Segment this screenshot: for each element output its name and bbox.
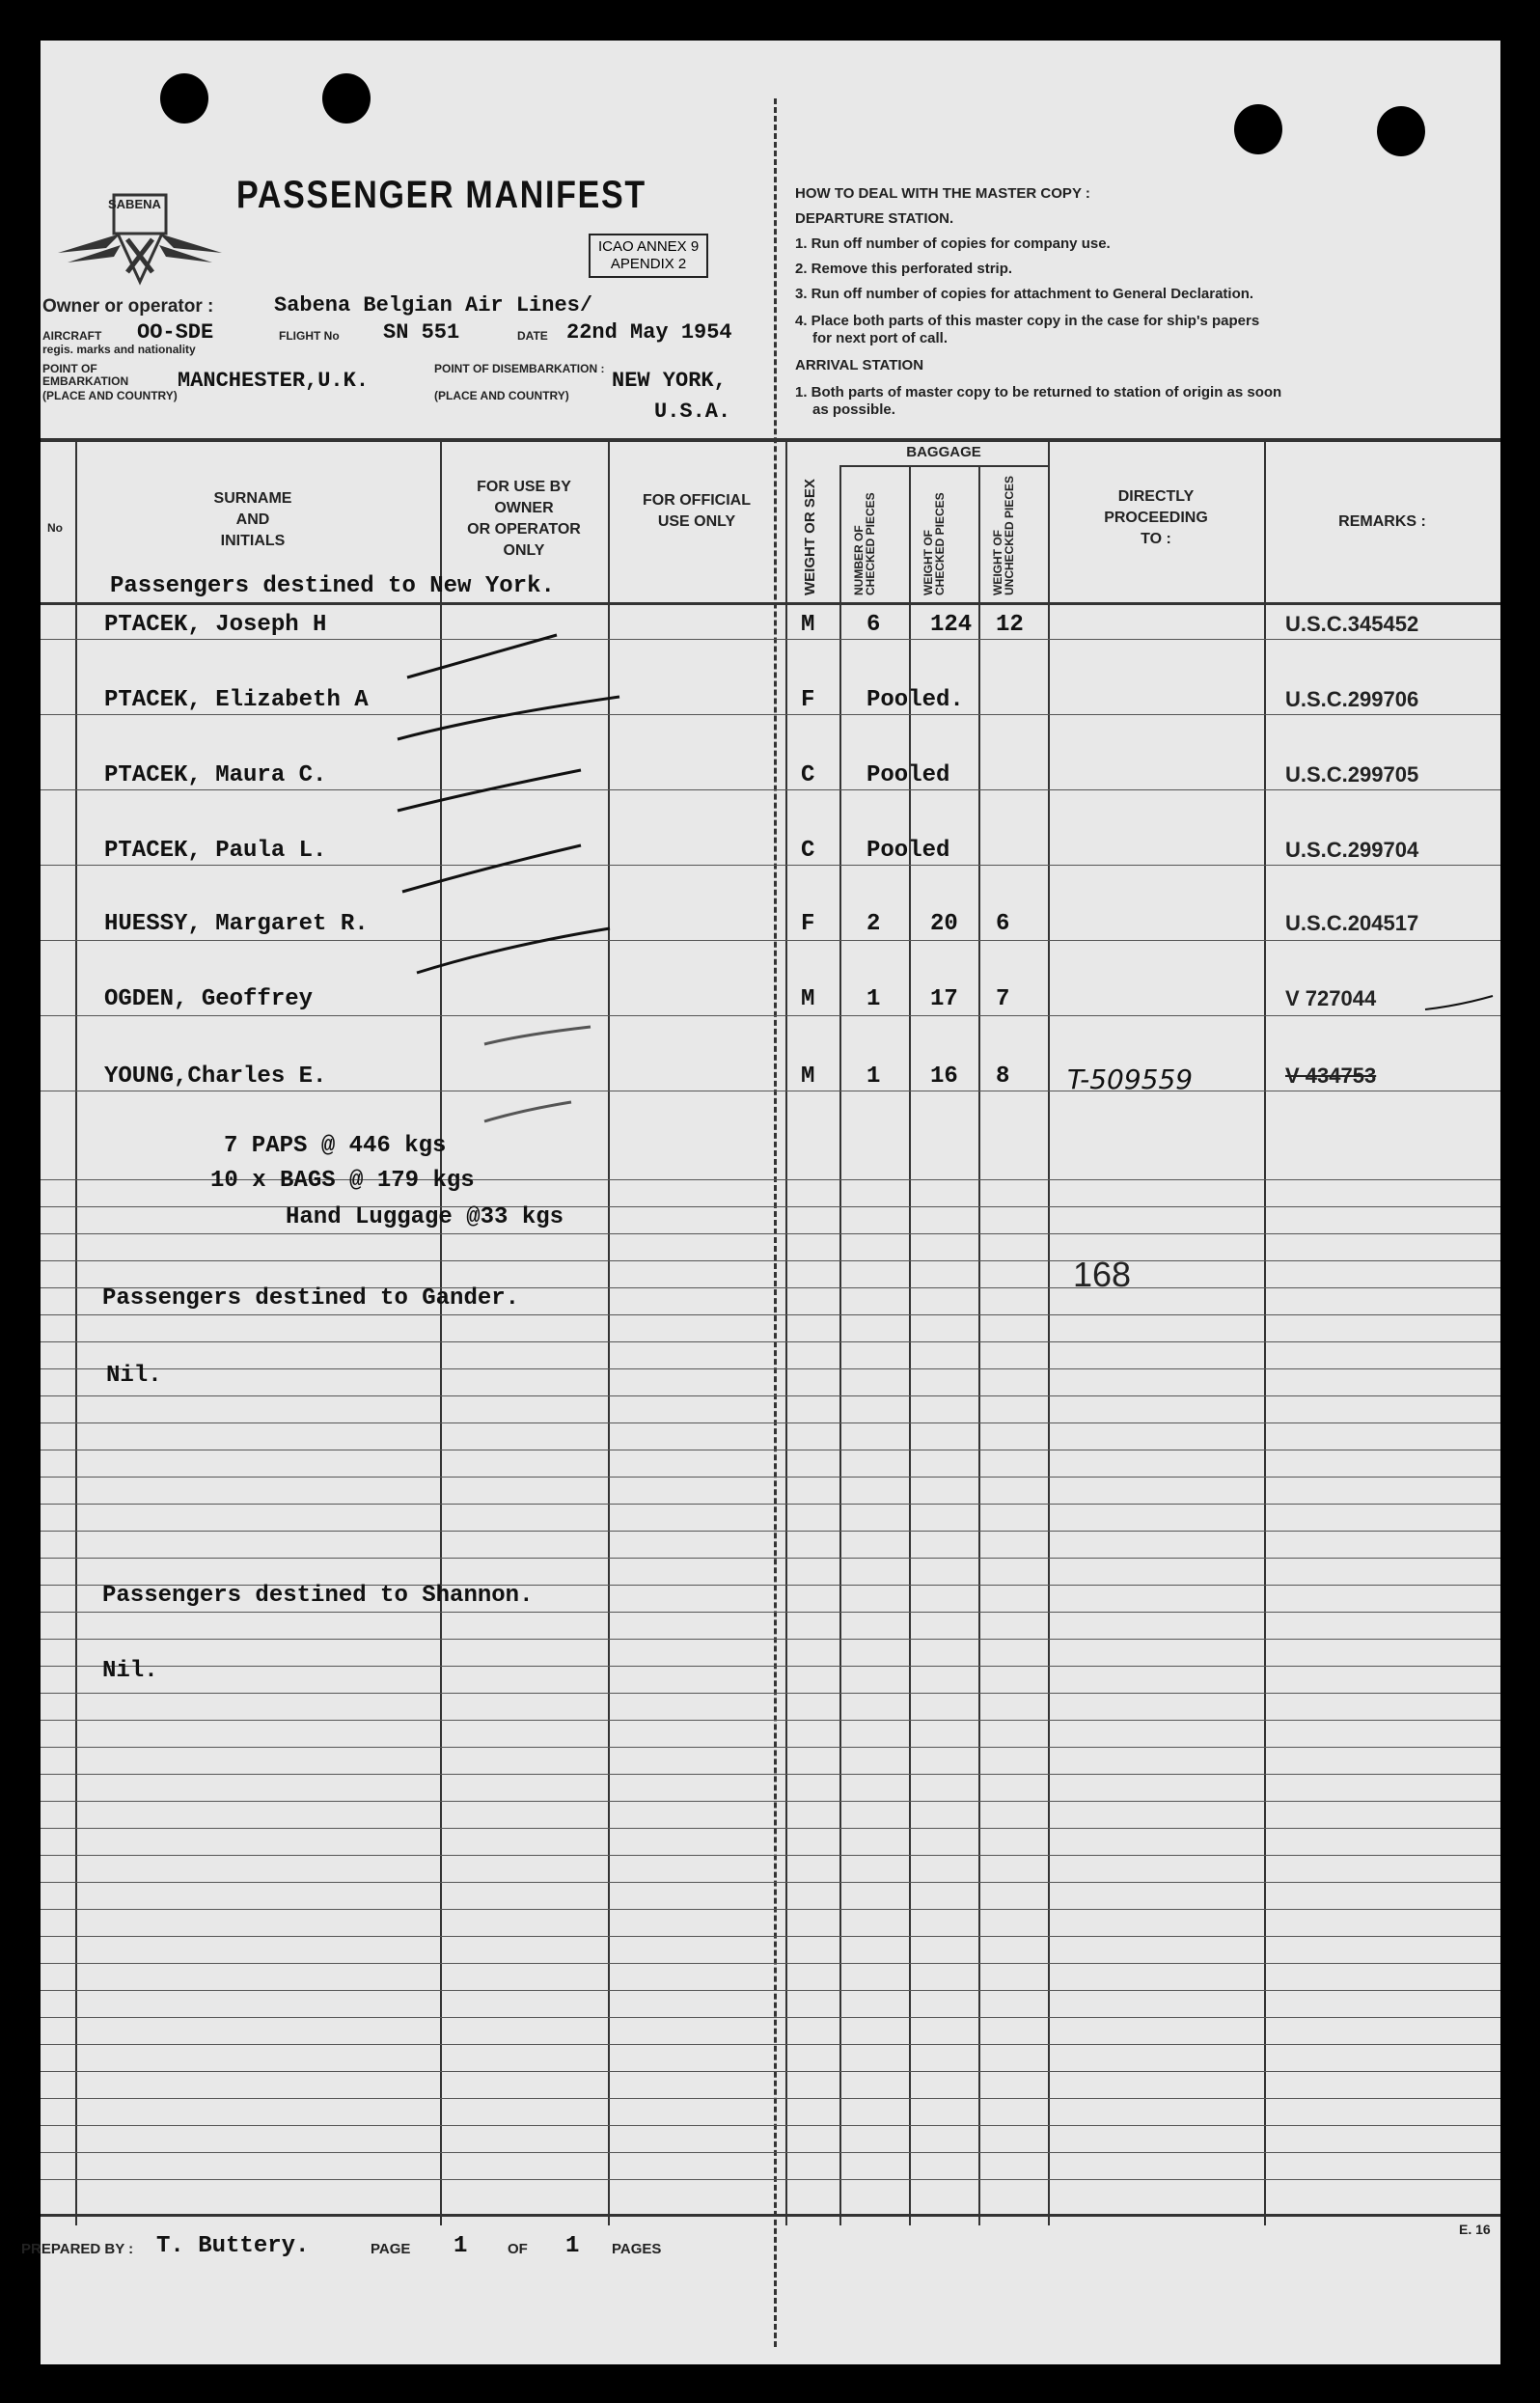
ruled-line (41, 1666, 1500, 1667)
passenger-remarks: V 727044 (1285, 986, 1377, 1010)
section-shannon: Passengers destined to Shannon. (102, 1583, 534, 1609)
flight-value: SN 551 (383, 320, 460, 345)
table-top-rule (41, 438, 1500, 442)
punch-hole (1377, 106, 1425, 156)
passenger-remarks: U.S.C.204517 (1285, 911, 1419, 935)
baggage-weight-checked: 20 (930, 911, 958, 937)
ruled-line (41, 940, 1500, 941)
col-header-no: No (47, 521, 63, 535)
ruled-line (41, 1477, 1500, 1478)
disembark-label: POINT OF DISEMBARKATION : (434, 362, 605, 375)
arrival-item: 1. Both parts of master copy to be returned to station of origin as soon (795, 384, 1282, 400)
ruled-line (41, 1206, 1500, 1207)
ruled-line (41, 2125, 1500, 2126)
ruled-line (41, 1015, 1500, 1016)
col-divider (1048, 440, 1050, 2225)
passenger-sex: C (801, 762, 815, 788)
section-gander: Passengers destined to Gander. (102, 1285, 520, 1312)
of-value: 1 (565, 2233, 580, 2259)
passenger-name: PTACEK, Paula L. (104, 838, 327, 864)
passenger-sex: F (801, 687, 815, 713)
col-header-weight-sex: WEIGHT OR SEX (802, 479, 818, 595)
passenger-remarks: U.S.C.299704 (1285, 838, 1419, 862)
ruled-line (41, 1639, 1500, 1640)
ruled-line (41, 1990, 1500, 1991)
passenger-remarks: U.S.C.299705 (1285, 762, 1419, 787)
gander-nil: Nil. (106, 1363, 162, 1389)
passenger-remarks: U.S.C.299706 (1285, 687, 1419, 711)
instruction-item: 3. Run off number of copies for attachment to General Declaration. (795, 286, 1254, 302)
ruled-line (41, 1531, 1500, 1532)
punch-hole (160, 73, 208, 124)
section-new-york: Passengers destined to New York. (110, 573, 555, 599)
col-header-num-checked: NUMBER OF CHECKED PIECES (852, 492, 877, 595)
totals-bags: 10 x BAGS @ 179 kgs (210, 1168, 475, 1194)
owner-value: Sabena Belgian Air Lines/ (274, 293, 593, 318)
baggage-pieces: 1 (866, 986, 881, 1012)
icao-line-2: APENDIX 2 (610, 256, 687, 272)
col-divider (909, 465, 911, 2225)
disembark-value-country: U.S.A. (654, 400, 731, 424)
passenger-name: OGDEN, Geoffrey (104, 986, 314, 1012)
embark-sub: (PLACE AND COUNTRY) (42, 389, 178, 402)
ruled-line (41, 1963, 1500, 1964)
owner-label: Owner or operator : (42, 296, 214, 317)
baggage-weight-checked: 124 (930, 612, 973, 638)
passenger-name: PTACEK, Maura C. (104, 762, 327, 788)
flight-label: FLIGHT No (279, 329, 340, 343)
shannon-nil: Nil. (102, 1658, 158, 1684)
totals-figure: 168 (1073, 1255, 1132, 1294)
ruled-line (41, 2017, 1500, 2018)
ruled-line (41, 2044, 1500, 2045)
ruled-line (41, 2152, 1500, 2153)
date-value: 22nd May 1954 (566, 320, 732, 345)
passenger-sex: M (801, 986, 815, 1012)
passenger-sex: F (801, 911, 815, 937)
ruled-line (41, 1801, 1500, 1802)
manifest-sheet (21, 41, 1500, 2364)
disembark-sub: (PLACE AND COUNTRY) (434, 389, 569, 402)
col-divider (839, 465, 841, 2225)
punch-hole (322, 73, 371, 124)
baggage-weight-unchecked: 7 (996, 986, 1010, 1012)
pages-label: PAGES (612, 2241, 662, 2257)
ruled-line (41, 1693, 1500, 1694)
col-divider (785, 440, 787, 2225)
baggage-weight-checked: 17 (930, 986, 958, 1012)
ruled-line (41, 1395, 1500, 1396)
aircraft-sub: regis. marks and nationality (42, 343, 196, 356)
ruled-line (41, 2179, 1500, 2180)
passenger-name: PTACEK, Elizabeth A (104, 687, 369, 713)
col-header-proceeding: DIRECTLY PROCEEDING TO : (1104, 488, 1208, 547)
ruled-line (41, 639, 1500, 640)
baggage-weight-checked: 16 (930, 1063, 958, 1090)
remark-dash (1420, 986, 1498, 1015)
col-header-surname: SURNAME AND INITIALS (213, 490, 292, 549)
instruction-item: for next port of call. (812, 330, 949, 346)
passenger-remarks: U.S.C.345452 (1285, 612, 1419, 636)
totals-paps: 7 PAPS @ 446 kgs (224, 1133, 447, 1159)
ruled-line (41, 714, 1500, 715)
arrival-heading: ARRIVAL STATION (795, 357, 924, 373)
date-label: DATE (517, 329, 548, 343)
ruled-line (41, 1909, 1500, 1910)
ruled-line (41, 1936, 1500, 1937)
embark-value: MANCHESTER,U.K. (178, 369, 370, 393)
sabena-logo-icon (48, 176, 232, 291)
ruled-line (41, 1774, 1500, 1775)
baggage-pieces: Pooled (866, 762, 950, 788)
baggage-rule (839, 465, 1048, 467)
logo-text: SABENA (108, 197, 161, 211)
ruled-line (41, 1855, 1500, 1856)
passenger-remarks: V 434753 (1285, 1063, 1377, 1088)
instruction-item: 1. Run off number of copies for company use. (795, 235, 1111, 252)
col-divider (1264, 440, 1266, 2225)
icao-line-1: ICAO ANNEX 9 (598, 238, 700, 255)
ruled-line (41, 1341, 1500, 1342)
ruled-line (41, 1314, 1500, 1315)
ruled-line (41, 1747, 1500, 1748)
baggage-pieces: Pooled (866, 838, 950, 864)
form-code: E. 16 (1459, 2222, 1491, 2237)
aircraft-label: AIRCRAFT (42, 329, 102, 343)
passenger-sex: M (801, 612, 815, 638)
prepared-value: T. Buttery. (156, 2233, 310, 2259)
footer-rule (41, 2214, 1500, 2217)
col-header-baggage: BAGGAGE (906, 444, 981, 460)
prepared-label: PREPARED BY : (21, 2241, 134, 2257)
page-label: PAGE (371, 2241, 411, 2257)
col-header-owner-use: FOR USE BY OWNER OR OPERATOR ONLY (467, 479, 581, 559)
ruled-line (41, 1422, 1500, 1423)
perforation-line (774, 98, 777, 2347)
proceeding-to: T-509559 (1067, 1063, 1194, 1095)
instruction-item: 4. Place both parts of this master copy in the case for ship's papers (795, 313, 1260, 329)
col-header-weight-unchecked: WEIGHT OF UNCHECKED PIECES (991, 475, 1016, 595)
page-title: PASSENGER MANIFEST (236, 174, 646, 216)
ruled-line (41, 1612, 1500, 1613)
col-divider (978, 465, 980, 2225)
ruled-line (41, 1720, 1500, 1721)
baggage-pieces: 1 (866, 1063, 881, 1090)
col-header-remarks: REMARKS : (1338, 513, 1426, 530)
aircraft-value: OO-SDE (137, 320, 214, 345)
passenger-name: PTACEK, Joseph H (104, 612, 327, 638)
icao-box (589, 234, 708, 278)
passenger-name: YOUNG,Charles E. (104, 1063, 327, 1090)
embark-label: POINT OF EMBARKATION (42, 362, 129, 388)
ruled-line (41, 1882, 1500, 1883)
departure-heading: DEPARTURE STATION. (795, 210, 954, 227)
ruled-line (41, 1233, 1500, 1234)
baggage-weight-unchecked: 6 (996, 911, 1010, 937)
instruction-item: 2. Remove this perforated strip. (795, 261, 1013, 277)
ruled-line (41, 1260, 1500, 1261)
col-header-official: FOR OFFICIAL USE ONLY (643, 492, 751, 530)
of-label: OF (508, 2241, 528, 2257)
ruled-line (41, 865, 1500, 866)
passenger-name: HUESSY, Margaret R. (104, 911, 369, 937)
ruled-line (41, 789, 1500, 790)
ruled-line (41, 1828, 1500, 1829)
disembark-value: NEW YORK, (612, 369, 727, 393)
baggage-weight-unchecked: 8 (996, 1063, 1010, 1090)
ruled-line (41, 1504, 1500, 1505)
col-header-weight-checked: WEIGHT OF CHECKED PIECES (921, 492, 947, 595)
ruled-line (41, 1558, 1500, 1559)
baggage-weight-unchecked: 12 (996, 612, 1024, 638)
baggage-pieces: 6 (866, 612, 881, 638)
baggage-pieces: Pooled. (866, 687, 964, 713)
pen-strokes (388, 581, 629, 1179)
ruled-line (41, 2098, 1500, 2099)
arrival-item: as possible. (812, 401, 895, 418)
instructions-heading: HOW TO DEAL WITH THE MASTER COPY : (795, 185, 1090, 202)
baggage-pieces: 2 (866, 911, 881, 937)
col-divider (75, 440, 77, 2225)
passenger-sex: C (801, 838, 815, 864)
totals-hand-luggage: Hand Luggage @33 kgs (286, 1204, 564, 1230)
header-bottom-rule (41, 602, 1500, 605)
punch-hole (1234, 104, 1282, 154)
ruled-line (41, 1368, 1500, 1369)
ruled-line (41, 2071, 1500, 2072)
passenger-sex: M (801, 1063, 815, 1090)
page-value: 1 (454, 2233, 468, 2259)
